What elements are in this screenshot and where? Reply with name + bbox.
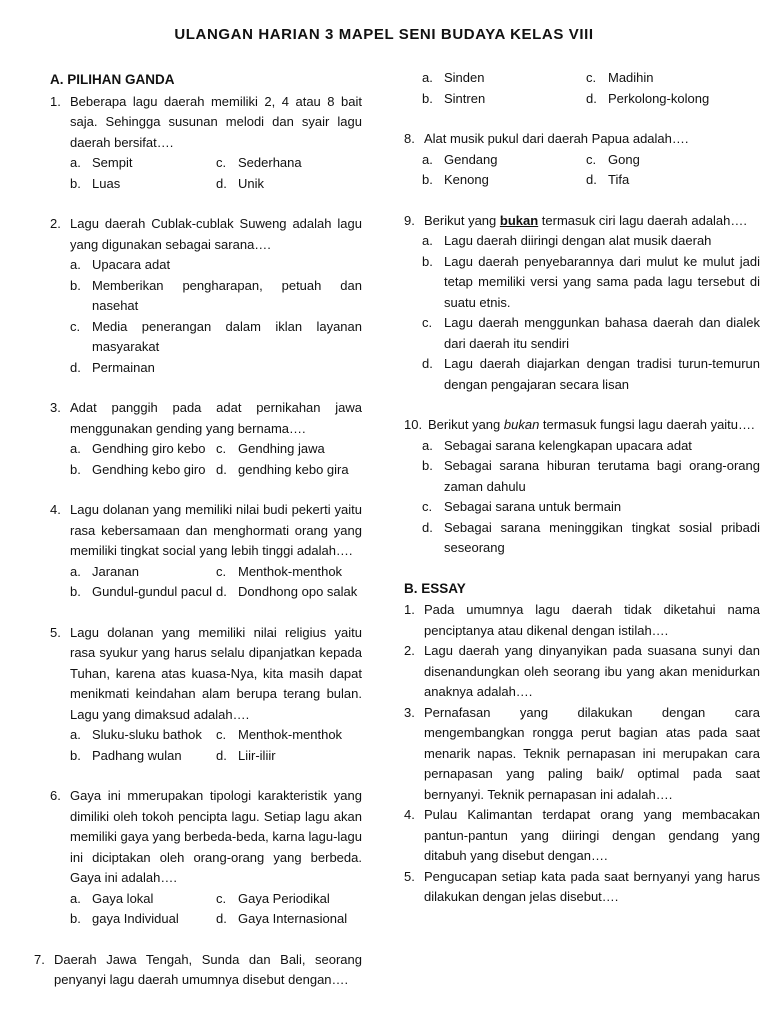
question-1-options — [70, 153, 362, 194]
question-number: 5. — [50, 624, 61, 640]
option-d: d. Lagu daerah diajarkan dengan tradisi turun-temurun dengan pengajaran secara lisan — [422, 356, 760, 392]
option-a: a. Gendang — [422, 151, 498, 167]
question-9 — [404, 211, 760, 232]
question-10 — [404, 415, 760, 436]
option-a: a. Gendhing giro kebo — [70, 441, 206, 456]
question-5-options — [70, 725, 362, 766]
section-a-heading: A. PILIHAN GANDA — [50, 72, 175, 87]
option-a: a. Lagu daerah diiringi dengan alat musik daerah — [422, 233, 712, 248]
page-title: ULANGAN HARIAN 3 MAPEL SENI BUDAYA KELAS VIII — [174, 26, 594, 43]
option-b: b. Gendhing kebo giro — [70, 461, 206, 477]
question-4 — [50, 500, 362, 562]
question-10-options — [422, 436, 760, 559]
left-column — [34, 70, 362, 991]
question-6-options — [70, 889, 362, 930]
question-text: Lagu dolanan yang memiliki nilai budi pekerti yaitu rasa kebersamaan dan menghormati orang yang memiliki tingkat social yang lebih tinggi adalah…. — [70, 502, 362, 558]
option-b: b. Kenong — [422, 172, 489, 187]
option-b: b. Lagu daerah penyebarannya dari mulut ke mulut jadi tetap memiliki versi yang sama pada lagu tersebut di suatu etnis. — [422, 253, 760, 310]
question-text: Daerah Jawa Tengah, Sunda dan Bali, seorang penyanyi lagu daerah umumnya disebut dengan…. — [54, 951, 362, 987]
question-6 — [50, 786, 362, 889]
question-4-options — [70, 562, 362, 603]
question-text: Gaya ini mmerupakan tipologi karakteristik yang dimiliki oleh tokoh pencipta lagu. Setiap lagu akan memiliki gaya yang berbeda-beda, karna lagu-lagu ini diciptakan oleh orang-orang yang berbeda. Gaya ini adalah…. — [70, 788, 362, 885]
question-1 — [50, 92, 362, 154]
question-7 — [34, 950, 362, 991]
question-number: 6. — [50, 788, 61, 803]
option-a: a. Jaranan — [70, 563, 139, 579]
option-d: d. Dondhong opo salak — [216, 584, 358, 599]
option-c: c. Sebagai sarana untuk bermain — [422, 499, 622, 514]
question-text: Berikut yang bukan termasuk ciri lagu daerah adalah…. — [424, 212, 748, 228]
option-d: d. gendhing kebo gira — [216, 461, 349, 477]
option-b: b. Sebagai sarana hiburan terutama bagi orang-orang zaman dahulu — [422, 458, 760, 494]
question-5 — [50, 623, 362, 726]
essay-item-2: 2. Lagu daerah yang dinyanyikan pada suasana sunyi dan disenandungkan oleh seorang ibu yang akan menidurkan anaknya adalah…. — [404, 643, 760, 699]
emphasis-word: bukan — [499, 212, 539, 228]
option-c: c. Gaya Periodikal — [216, 890, 330, 906]
option-c: c. Gendhing jawa — [216, 441, 325, 456]
question-number: 2. — [50, 216, 61, 231]
option-c: c. Gong — [586, 151, 640, 167]
option-b: b. Luas — [70, 175, 121, 191]
option-d: d. Tifa — [586, 172, 630, 187]
question-text: Berikut yang bukan termasuk fungsi lagu daerah yaitu…. — [428, 417, 755, 432]
option-b: b. gaya Individual — [70, 911, 179, 926]
emphasis-word: bukan — [503, 417, 540, 432]
option-d: d. Liir-iliir — [216, 747, 276, 763]
option-b: b. Sintren — [422, 90, 486, 106]
question-2-options — [70, 255, 362, 378]
option-c: c. Menthok-menthok — [216, 563, 343, 579]
option-c: c. Lagu daerah menggunkan bahasa daerah dan dialek dari daerah itu sendiri — [422, 315, 760, 351]
question-text: Lagu dolanan yang memiliki nilai religius yaitu rasa syukur yang harus selalu dipanjatkan kepada Tuhan, karena atas kuasa-Nya, kita masih dapat menikmati keindahan alam berupa terang bulan. Lagu yang dimaksud adalah…. — [70, 624, 362, 722]
essay-item-3: 3. Pernafasan yang dilakukan dengan cara mengembangkan rongga perut bagian atas pada saat menarik napas. Teknik pernapasan ini merupakan cara pernapasan yang paling baik/ optimal pada saat bernyanyi. Teknik pernapasan ini adalah…. — [404, 704, 760, 802]
question-text: Adat panggih pada adat pernikahan jawa menggunakan gending yang bernama…. — [70, 400, 362, 436]
question-text: Alat musik pukul dari daerah Papua adalah…. — [424, 131, 689, 146]
option-c: c. Menthok-menthok — [216, 727, 343, 742]
question-3-options — [70, 439, 362, 480]
question-text: Lagu daerah Cublak-cublak Suweng adalah lagu yang digunakan sebagai sarana…. — [70, 216, 362, 252]
option-c: c. Sederhana — [216, 155, 302, 170]
option-c: c. Media penerangan dalam iklan layanan masyarakat — [70, 318, 362, 354]
question-2 — [50, 214, 362, 255]
option-a: a. Sinden — [422, 70, 485, 85]
option-a: a. Sluku-sluku bathok — [70, 727, 202, 742]
essay-item-1: 1. Pada umumnya lagu daerah tidak diketahui nama penciptanya atau dikenal dengan istilah…. — [404, 602, 760, 638]
question-8 — [404, 129, 760, 150]
essay-item-5: 5. Pengucapan setiap kata pada saat bernyanyi yang harus dilakukan dengan jelas disebut…. — [404, 868, 760, 904]
question-9-options — [422, 231, 760, 395]
option-d: d. Gaya Internasional — [216, 911, 348, 926]
option-c: c. Madihin — [586, 70, 654, 85]
option-d: d. Sebagai sarana meninggikan tingkat sosial pribadi seseorang — [422, 519, 760, 555]
question-number: 9. — [404, 212, 415, 228]
option-d: d. Permainan — [70, 359, 155, 375]
essay-list — [404, 600, 760, 908]
question-3 — [50, 398, 362, 439]
question-text: Beberapa lagu daerah memiliki 2, 4 atau 8 bait saja. Sehingga susunan melodi dan syair lagu daerah bersifat…. — [70, 93, 362, 150]
question-8-options — [422, 150, 760, 191]
question-number: 1. — [50, 93, 61, 109]
option-a: a. Gaya lokal — [70, 890, 154, 906]
question-number: 10. — [404, 417, 423, 432]
option-b: b. Padhang wulan — [70, 747, 182, 763]
option-b: b. Gundul-gundul pacul — [70, 584, 212, 599]
essay-item-4: 4. Pulau Kalimantan terdapat orang yang membacakan pantun-pantun yang diiringi dengan gendang yang ditabuh yang disebut dengan…. — [404, 807, 760, 863]
question-number: 8. — [404, 131, 415, 146]
section-b-heading: B. ESSAY — [404, 580, 466, 596]
question-number: 7. — [34, 951, 45, 967]
question-number: 3. — [50, 400, 61, 415]
right-column — [404, 68, 760, 908]
question-number: 4. — [50, 502, 61, 517]
option-b: b. Memberikan pengharapan, petuah dan nasehat — [70, 277, 362, 313]
option-a: a. Sempit — [70, 155, 133, 170]
option-a: a. Upacara adat — [70, 257, 171, 272]
option-a: a. Sebagai sarana kelengkapan upacara adat — [422, 437, 692, 453]
option-d: d. Perkolong-kolong — [586, 90, 710, 106]
option-d: d. Unik — [216, 175, 265, 191]
question-7-options — [422, 68, 760, 109]
